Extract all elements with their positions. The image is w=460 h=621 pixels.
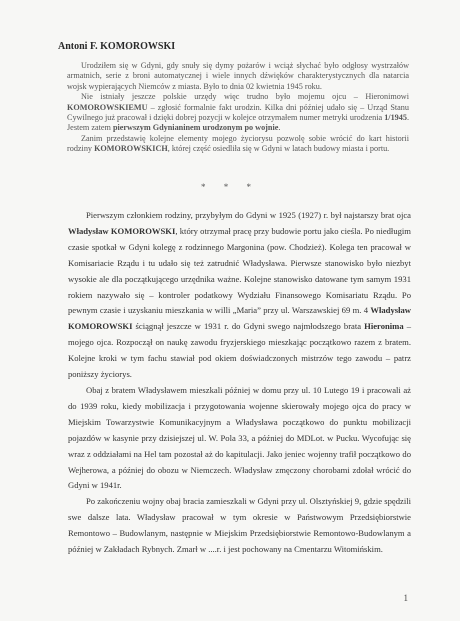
body-paragraph — [68, 494, 411, 558]
text-run: Zanim przedstawię kolejne elementy mojego życiorysu pozwolę sobie wrócić do kart historii rodziny — [67, 133, 409, 154]
page-number: 1 — [403, 593, 408, 603]
text-run: Obaj z bratem Władysławem mieszkali później w domu przy ul. 10 Lutego 19 i pracowali aż do 1939 roku, kiedy mobilizacja i przygotowania wojenne skierowały mojego ojca do pracy w Miejskim Towarzystwie Komunikacyjnym a Władysława początkowo do punktu mobilizacji pojazdów w kasynie przy dzisiejszej ul. W. Pola 33, a później do MDLot. w Pucku. Wycofując się wraz z oddziałami na Hel tam pozostał aż do kapitulacji. Jako jeniec wojenny trafił początkowo do Wejherowa, a później do obozu w Niemczech. Władysław zmęczony chorobami zdołał wrócić do Gdyni w 1941r. — [68, 384, 411, 491]
section-separator: * * * — [201, 182, 259, 192]
text-run: , której część osiedliła się w Gdyni w latach budowy miasta i portu. — [167, 144, 390, 154]
bold-text-run: pierwszym Gdynianinem urodzonym po wojnie — [112, 123, 279, 133]
bold-text-run: Władysław KOMOROWSKI — [68, 305, 411, 332]
bold-text-run: KOMOROWSKIEMU — [67, 102, 148, 112]
bold-text-run: Władysław KOMOROWSKI — [68, 225, 176, 236]
text-run: Nie istniały jeszcze polskie urzędy więc trudno było mojemu ojcu – Hieronimowi — [81, 92, 409, 102]
text-run: . — [278, 123, 281, 133]
intro-section — [67, 61, 409, 155]
body-paragraph — [68, 383, 411, 494]
text-run: Po zakończeniu wojny obaj bracia zamieszkali w Gdyni przy ul. Olsztyńskiej 9, gdzie spędzili swe dalsze lata. Władysław pracował w tym okresie w Państwowym Przedsiębiorstwie Remontowo – Budowlanym, następnie w Miejskim Przedsiębiorstwie Remontowo-Budowlanym a później w Zakładach Rybnych. Zmarł w ....r. i jest pochowany na Cmentarzu Witomińskim. — [68, 496, 411, 555]
text-run: . Jestem zatem — [67, 113, 409, 133]
body-paragraph — [68, 208, 411, 383]
text-run: ściągnął jeszcze w 1931 r. do Gdyni swego najmłodszego brata — [132, 321, 365, 332]
bold-text-run: KOMOROWSKICH — [94, 144, 168, 154]
text-run: – mojego ojca. Rozpoczął on naukę zawodu fryzjerskiego mieszkając początkowo razem z bratem. Kolejne kroki w tym fachu stawiał pod okiem doświadczonych mistrzów tego zawodu – patrz poniższy życiorys. — [68, 321, 411, 380]
text-run: Pierwszym członkiem rodziny, przybyłym do Gdyni w 1925 (1927) r. był najstarszy brat ojca — [86, 210, 411, 220]
text-run: – zgłosić formalnie fakt urodzin. Kilka dni później udało się – Urząd Stanu Cywilnego już pracował i dzięki dobrej pozycji w kolejce otrzymałem numer metryki urodzenia — [67, 102, 409, 123]
text-run: , który otrzymał pracę przy budowie portu jako cieśla. Po niedługim czasie spotkał w Gdyni kolegę z rodzinnego Margonina (pow. Chodzież). Kolega ten pracował w Komisariacie Rządu i tu udało się też zatrudnić Władysława. Pierwsze stanowisko było niezbyt wysokie ale dla początkującego urzędnika ważne. Kolejne stanowisko datowane tym samym 1931 rokiem nazywało się – kontroler podatkowy Wydziału Finansowego Komisariatu Rządu. Po pewnym czasie i uzyskaniu mieszkania w willi „Maria” przy ul. Warszawskiej 69 m. 4 — [68, 225, 411, 316]
bold-text-run: Hieronima — [364, 321, 404, 332]
text-run: Urodziłem się w Gdyni, gdy snuły się dymy pożarów i wciąż słychać było odgłosy wystrzałów armatnich, serie z broni automatycznej i wiele innych dźwięków charakterystycznych dla natarcia wojsk wypierających Niemców z miasta. Było to dnia 02 kwietnia 1945 roku. — [67, 61, 409, 91]
intro-paragraph — [67, 134, 409, 155]
bold-text-run: 1/1945 — [384, 113, 407, 123]
author-heading: Antoni F. KOMOROWSKI — [58, 41, 176, 52]
intro-paragraph — [67, 61, 409, 92]
main-text — [68, 208, 411, 558]
intro-paragraph — [67, 92, 409, 134]
